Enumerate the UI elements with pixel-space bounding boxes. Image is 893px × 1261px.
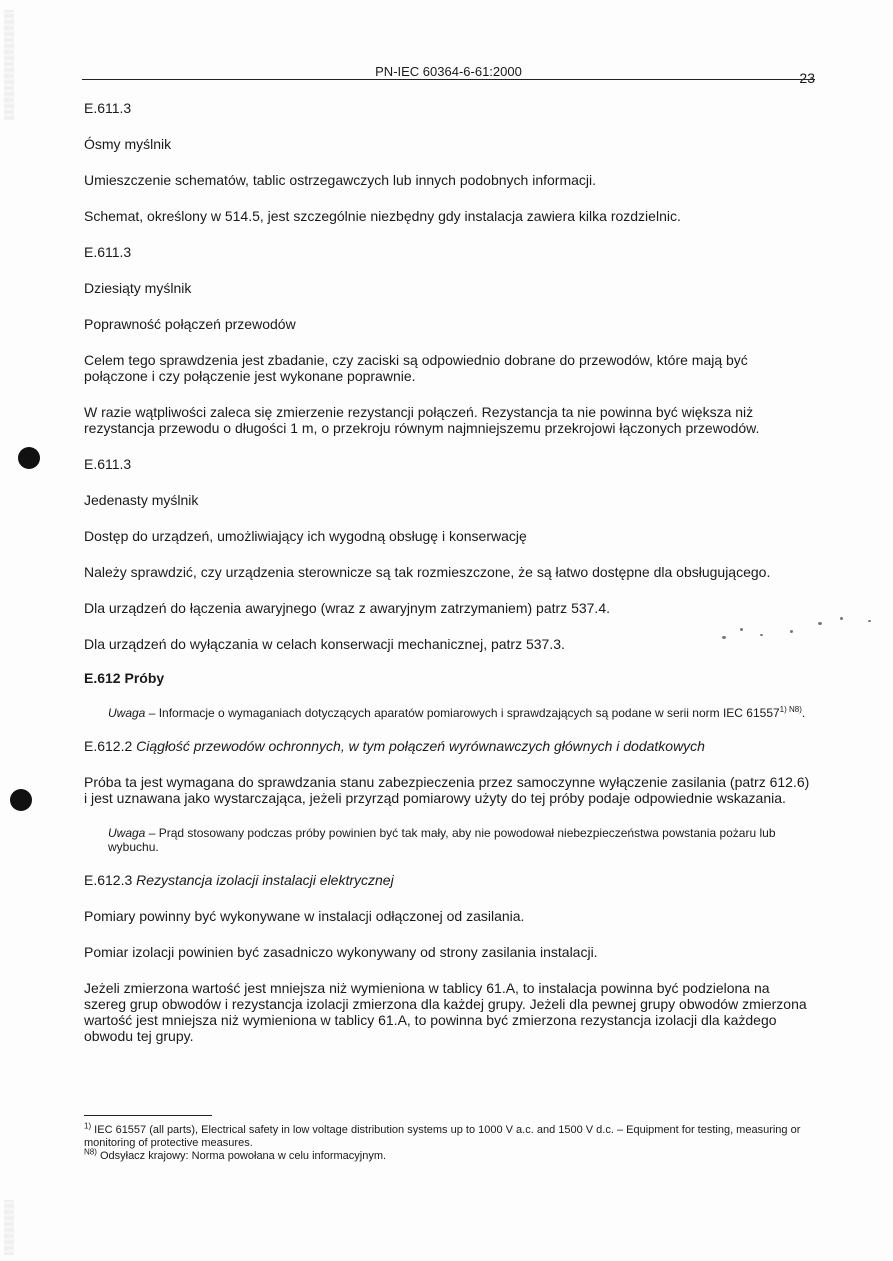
subsection-heading	[84, 738, 814, 754]
page-header	[82, 64, 815, 84]
punch-hole-upper	[18, 447, 40, 469]
paragraph: Pomiar izolacji powinien być zasadniczo wykonywany od strony zasilania instalacji.	[84, 944, 598, 960]
section-ref: E.611.3	[84, 456, 132, 472]
subsection-number: E.612.2	[84, 738, 133, 754]
punch-hole-lower	[10, 789, 32, 811]
paragraph: Dostęp do urządzeń, umożliwiający ich wygodną obsługę i konserwację	[84, 528, 527, 544]
section-ref: E.611.3	[84, 100, 132, 116]
scan-speck	[840, 617, 843, 620]
footnote-mark: 1)	[84, 1121, 92, 1131]
paragraph: Jeżeli zmierzona wartość jest mniejsza niż wymieniona w tablicy 61.A, to instalacja powinna być podzielona na szereg grup obwodów i rezystancja izolacji zmierzona dla każdej grupy. Jeżeli dla pewnej grupy obwodów zmierzona wartość jest mniejsza niż wymieniona w tablicy 61.A, to powinna być zmierzona rezystancja izolacji dla każdego obwodu tej grupy.	[84, 980, 807, 1044]
scan-speck	[868, 620, 871, 622]
section-heading: E.612 Próby	[84, 670, 165, 686]
note-text: – Informacje o wymaganiach dotyczących aparatów pomiarowych i sprawdzających są podane w serii norm IEC 61557	[145, 706, 780, 720]
subsection-title: Rezystancja izolacji instalacji elektrycznej	[136, 872, 394, 888]
section-label: Dziesiąty myślnik	[84, 280, 192, 296]
subsection-number: E.612.3	[84, 872, 133, 888]
paragraph: Umieszczenie schematów, tablic ostrzegawczych lub innych podobnych informacji.	[84, 172, 597, 188]
section-ref: E.611.3	[84, 244, 132, 260]
section-label: Ósmy myślnik	[84, 136, 172, 152]
header-rule	[82, 79, 815, 80]
note-end: .	[801, 706, 806, 720]
scan-edge-top	[4, 10, 14, 120]
scan-speck	[818, 622, 822, 625]
subsection-title: Ciągłość przewodów ochronnych, w tym połączeń wyrównawczych głównych i dodatkowych	[136, 738, 705, 754]
footnote-text: Odsyłacz krajowy: Norma powołana w celu informacyjnym.	[96, 1150, 387, 1162]
main-content	[84, 100, 814, 1064]
footnote-rule	[84, 1115, 212, 1116]
footnote	[84, 1121, 814, 1150]
section-label: Jedenasty myślnik	[84, 492, 199, 508]
paragraph: Schemat, określony w 514.5, jest szczególnie niezbędny gdy instalacja zawiera kilka rozdzielnic.	[84, 208, 681, 224]
note-text: – Prąd stosowany podczas próby powinien być tak mały, aby nie powodował niebezpieczeństwa powstania pożaru lub wybuchu.	[108, 826, 776, 854]
paragraph: Pomiary powinny być wykonywane w instalacji odłączonej od zasilania.	[84, 908, 525, 924]
footnote-ref: 1) N8)	[779, 705, 802, 714]
footnote	[84, 1147, 814, 1163]
paragraph: Należy sprawdzić, czy urządzenia sterownicze są tak rozmieszczone, że są łatwo dostępne dla obsługującego.	[84, 564, 771, 580]
scan-edge-bottom	[4, 1200, 14, 1255]
footnote-text: IEC 61557 (all parts), Electrical safety in low voltage distribution systems up to 1000 V a.c. and 1500 V d.c. – Equipment for testing, measuring or monitoring of protective measures.	[84, 1124, 801, 1149]
paragraph: Próba ta jest wymagana do sprawdzania stanu zabezpieczenia przez samoczynne wyłączenie zasilania (patrz 612.6) i jest uznawana jako wystarczająca, jeżeli przyrząd pomiarowy użyty do tej próby podaje odpowiednie wskazania.	[84, 774, 810, 806]
paragraph: W razie wątpliwości zaleca się zmierzenie rezystancji połączeń. Rezystancja ta nie powinna być większa niż rezystancja przewodu o długości 1 m, o przekroju równym najmniejszemu przekrojowi łączonych przewodów.	[84, 404, 760, 436]
footnotes	[84, 1121, 814, 1163]
note-label: Uwaga	[108, 826, 146, 840]
paragraph: Celem tego sprawdzenia jest zbadanie, czy zaciski są odpowiednio dobrane do przewodów, które mają być połączone i czy połączenie jest wykonane poprawnie.	[84, 352, 748, 384]
note	[108, 826, 814, 854]
footnote-mark: N8)	[84, 1147, 97, 1157]
paragraph: Poprawność połączeń przewodów	[84, 316, 296, 332]
note-label: Uwaga	[108, 706, 146, 720]
note	[108, 706, 814, 720]
subsection-heading	[84, 872, 814, 888]
paragraph: Dla urządzeń do wyłączania w celach konserwacji mechanicznej, patrz 537.3.	[84, 636, 565, 652]
page-number: 23	[799, 70, 815, 86]
paragraph: Dla urządzeń do łączenia awaryjnego (wraz z awaryjnym zatrzymaniem) patrz 537.4.	[84, 600, 610, 616]
standard-number: PN-IEC 60364-6-61:2000	[375, 64, 522, 79]
